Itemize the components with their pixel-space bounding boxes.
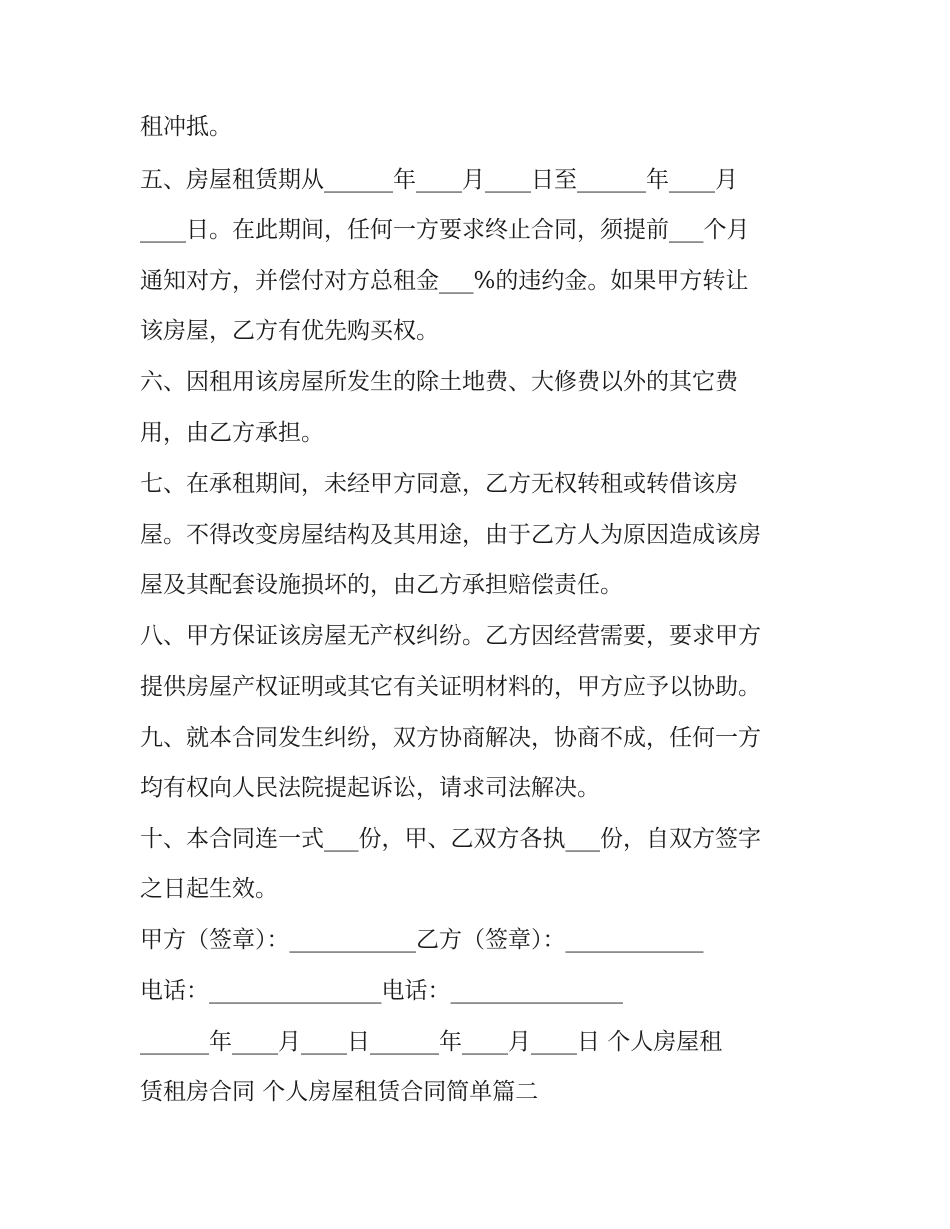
text-line: 屋。不得改变房屋结构及其用途，由于乙方人为原因造成该房 <box>140 522 761 548</box>
text-line: 七、在承租期间，未经甲方同意，乙方无权转租或转借该房 <box>140 471 738 497</box>
text-line: 赁租房合同 个人房屋租赁合同简单篇二 <box>140 1079 539 1105</box>
text-line: 五、房屋租赁期从______年____月____日至______年____月 <box>140 167 738 193</box>
text-line: 用，由乙方承担。 <box>140 420 324 446</box>
text-line: 十、本合同连一式___份，甲、乙双方各执___份，自双方签字 <box>140 826 761 852</box>
text-line: 六、因租用该房屋所发生的除土地费、大修费以外的其它费 <box>140 369 738 395</box>
signature-line: 甲方（签章）：___________乙方（签章）：____________ <box>140 927 704 953</box>
text-line: 之日起生效。 <box>140 876 278 902</box>
text-line: 该房屋，乙方有优先购买权。 <box>140 318 439 344</box>
text-line: 通知对方，并偿付对方总租金___%的违约金。如果甲方转让 <box>140 268 749 294</box>
text-line: 屋及其配套设施损坏的，由乙方承担赔偿责任。 <box>140 572 623 598</box>
text-line: 租冲抵。 <box>140 114 232 140</box>
text-line: ____日。在此期间，任何一方要求终止合同，须提前___个月 <box>140 217 750 243</box>
text-line: 八、甲方保证该房屋无产权纠纷。乙方因经营需要，要求甲方 <box>140 623 761 649</box>
text-line: 均有权向人民法院提起诉讼，请求司法解决。 <box>140 775 600 801</box>
date-line: ______年____月____日______年____月____日 个人房屋租 <box>140 1029 723 1055</box>
phone-line: 电话：_______________电话：_______________ <box>140 978 623 1004</box>
text-line: 九、就本合同发生纠纷，双方协商解决，协商不成，任何一方 <box>140 725 761 751</box>
text-line: 提供房屋产权证明或其它有关证明材料的，甲方应予以协助。 <box>140 674 761 700</box>
